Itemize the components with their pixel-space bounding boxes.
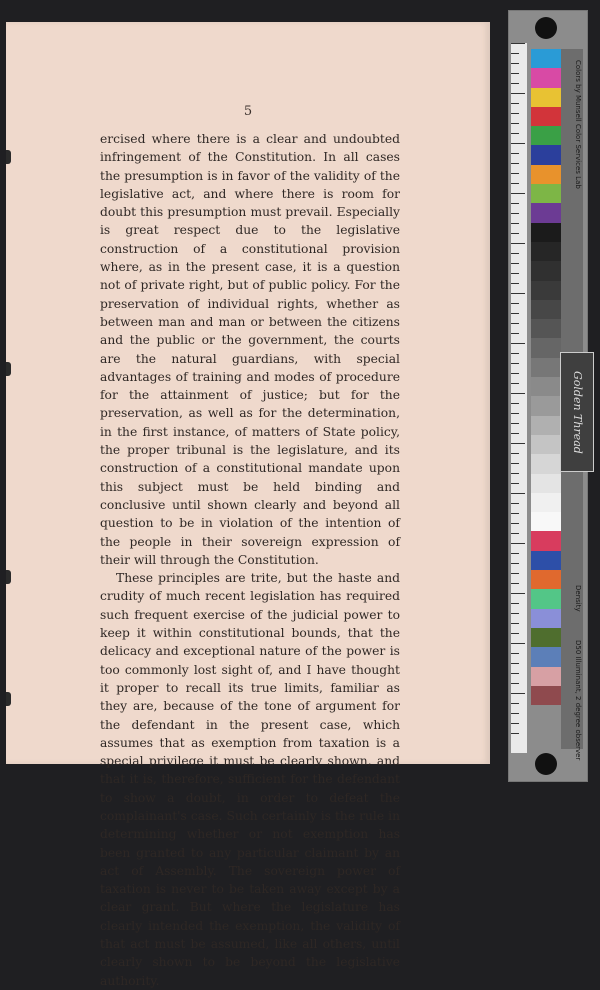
ruler-tick bbox=[511, 113, 519, 114]
color-swatch bbox=[531, 358, 561, 377]
ruler-tick bbox=[511, 613, 519, 614]
ruler-tick bbox=[511, 383, 519, 384]
color-swatch bbox=[531, 377, 561, 396]
ruler-tick bbox=[511, 673, 519, 674]
ruler-tick bbox=[511, 323, 519, 324]
ruler-tick bbox=[511, 403, 519, 404]
ruler-tick bbox=[511, 663, 519, 664]
color-swatch bbox=[531, 261, 561, 280]
ruler-tick bbox=[511, 653, 519, 654]
ruler-tick bbox=[511, 353, 519, 354]
ruler-tick bbox=[511, 103, 519, 104]
ruler-tick bbox=[511, 603, 519, 604]
ruler-tick bbox=[511, 633, 519, 634]
ruler-tick bbox=[511, 493, 525, 494]
color-swatch bbox=[531, 319, 561, 338]
color-swatch bbox=[531, 647, 561, 666]
body-text bbox=[100, 130, 400, 990]
ruler-tick bbox=[511, 313, 519, 314]
golden-thread-logo: Golden Thread bbox=[560, 352, 594, 472]
color-swatches bbox=[531, 49, 561, 705]
color-swatch bbox=[531, 531, 561, 550]
ruler-tick bbox=[511, 483, 519, 484]
ruler-tick bbox=[511, 203, 519, 204]
ruler-tick bbox=[511, 393, 525, 394]
ruler-tick bbox=[511, 63, 519, 64]
target-hole bbox=[535, 753, 557, 775]
target-bottom-text: D50 Illuminant, 2 degree observer bbox=[574, 640, 582, 761]
ruler-tick bbox=[511, 213, 519, 214]
color-swatch bbox=[531, 686, 561, 705]
color-swatch bbox=[531, 512, 561, 531]
ruler-tick bbox=[511, 583, 519, 584]
color-swatch bbox=[531, 165, 561, 184]
ruler-tick bbox=[511, 453, 519, 454]
ruler-tick bbox=[511, 43, 525, 44]
paragraph: These principles are trite, but the haste and crudity of much recent legislation has required such frequent exercise of the judicial power to keep it within constitutional bounds, that the delicacy and exceptional nature of the power is too commonly lost sight of, and I have thought it proper to recall its true limits, familiar as they are, because of the tone of argument for the defendant in the present case, which assumes that as exemption from taxation is a special privilege it must be clearly shown, and that it is, therefore, sufficient for the defendant to show a doubt, in order to defeat the complainant's case. Such certainly is the rule in determining whether or not exemption has been granted to any particular claimant by an act of Assembly. The sovereign power of taxation is never to be taken away except by a clear grant. But where the legislature has clearly intended the exemption, the validity of that act must be assumed, like all others, until clearly shown to be beyond the legislative authority. bbox=[100, 571, 400, 988]
ruler-tick bbox=[511, 463, 519, 464]
ruler-tick bbox=[511, 693, 525, 694]
ruler-tick bbox=[511, 193, 525, 194]
ruler-tick bbox=[511, 93, 525, 94]
paragraph: ercised where there is a clear and undoubted infringement of the Constitution. In all cases the presumption is in favor of the validity of the legislative act, and where there is room for doubt this presumption must prevail. Especially is great respect due to the legislative construction of a constitutional provision where, as in the present case, it is a question not of private right, but of public policy. For the preservation of individual rights, whether as between man and man or between the citizens and the public or the government, the courts are the natural guardians, with special advantages of training and modes of procedure for the attainment of justice; but for the preservation, as well as for the determination, in the first instance, of matters of State policy, the proper tribunal is the legislature, and its construction of a constitutional mandate upon this subject must be held binding and conclusive until shown clearly and beyond all question to be in violation of the intention of the people in their sovereign expression of their will through the Constitution. bbox=[100, 132, 400, 567]
ruler-tick bbox=[511, 173, 519, 174]
measuring-ruler bbox=[511, 43, 527, 753]
ruler-tick bbox=[511, 473, 519, 474]
ruler-tick bbox=[511, 53, 519, 54]
ruler-tick bbox=[511, 593, 525, 594]
color-swatch bbox=[531, 68, 561, 87]
color-swatch bbox=[531, 145, 561, 164]
color-swatch bbox=[531, 435, 561, 454]
ruler-tick bbox=[511, 713, 519, 714]
color-swatch bbox=[531, 223, 561, 242]
ruler-tick bbox=[511, 273, 519, 274]
ruler-tick bbox=[511, 333, 519, 334]
ruler-tick bbox=[511, 723, 519, 724]
ruler-tick bbox=[511, 413, 519, 414]
color-swatch bbox=[531, 242, 561, 261]
ruler-tick bbox=[511, 293, 525, 294]
color-swatch bbox=[531, 570, 561, 589]
ruler-tick bbox=[511, 233, 519, 234]
ruler-tick bbox=[511, 223, 519, 224]
ruler-tick bbox=[511, 513, 519, 514]
ruler-tick bbox=[511, 183, 519, 184]
book-page bbox=[6, 22, 490, 988]
color-swatch bbox=[531, 474, 561, 493]
color-swatch bbox=[531, 281, 561, 300]
ruler-tick bbox=[511, 363, 519, 364]
ruler-tick bbox=[511, 733, 519, 734]
density-label: Density bbox=[574, 585, 582, 612]
color-swatch bbox=[531, 300, 561, 319]
color-swatch bbox=[531, 416, 561, 435]
ruler-tick bbox=[511, 643, 525, 644]
ruler-tick bbox=[511, 523, 519, 524]
ruler-tick bbox=[511, 703, 519, 704]
color-swatch bbox=[531, 667, 561, 686]
color-swatch bbox=[531, 493, 561, 512]
color-swatch bbox=[531, 338, 561, 357]
target-side-text: Colors by Munsell Color Services Lab bbox=[574, 60, 582, 189]
color-swatch bbox=[531, 203, 561, 222]
ruler-tick bbox=[511, 443, 525, 444]
ruler-tick bbox=[511, 283, 519, 284]
color-swatch bbox=[531, 88, 561, 107]
ruler-tick bbox=[511, 573, 519, 574]
ruler-tick bbox=[511, 73, 519, 74]
color-swatch bbox=[531, 628, 561, 647]
ruler-tick bbox=[511, 243, 525, 244]
color-swatch bbox=[531, 396, 561, 415]
target-hole bbox=[535, 17, 557, 39]
color-swatch bbox=[531, 589, 561, 608]
ruler-tick bbox=[511, 553, 519, 554]
ruler-tick bbox=[511, 133, 519, 134]
ruler-tick bbox=[511, 503, 519, 504]
ruler-tick bbox=[511, 343, 525, 344]
color-swatch bbox=[531, 184, 561, 203]
color-swatch bbox=[531, 551, 561, 570]
color-swatch bbox=[531, 107, 561, 126]
ruler-tick bbox=[511, 533, 519, 534]
color-swatch bbox=[531, 609, 561, 628]
ruler-tick bbox=[511, 623, 519, 624]
ruler-tick bbox=[511, 563, 519, 564]
ruler-tick bbox=[511, 263, 519, 264]
ruler-tick bbox=[511, 253, 519, 254]
ruler-tick bbox=[511, 373, 519, 374]
ruler-tick bbox=[511, 303, 519, 304]
ruler-tick bbox=[511, 423, 519, 424]
color-swatch bbox=[531, 454, 561, 473]
ruler-tick bbox=[511, 123, 519, 124]
page-number: 5 bbox=[243, 104, 253, 119]
ruler-tick bbox=[511, 543, 525, 544]
ruler-tick bbox=[511, 143, 525, 144]
color-swatch bbox=[531, 126, 561, 145]
ruler-tick bbox=[511, 83, 519, 84]
ruler-tick bbox=[511, 163, 519, 164]
ruler-tick bbox=[511, 683, 519, 684]
color-swatch bbox=[531, 49, 561, 68]
ruler-tick bbox=[511, 153, 519, 154]
ruler-tick bbox=[511, 433, 519, 434]
